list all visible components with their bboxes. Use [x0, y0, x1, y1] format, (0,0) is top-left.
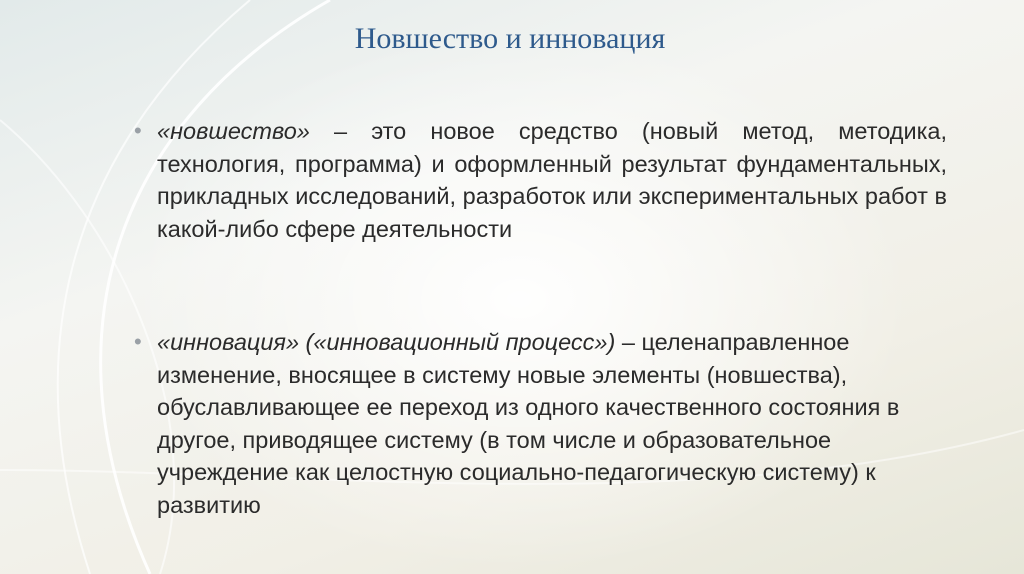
bullet-item-novelty	[134, 115, 947, 245]
bullet-dot-icon: •	[134, 118, 142, 143]
bullet-definition: – целенаправленное изменение, вносящее в систему новые элементы (новшества), обуславливающее ее переход из одного качественного состояния в другое, приводящее систему (в том числе и образовательное учреждение как целостную социально-педагогическую систему) к развитию	[157, 329, 900, 518]
bullet-dot-icon: •	[134, 329, 142, 354]
slide-title: Новшество и инновация	[354, 22, 666, 55]
bullet-term: «новшество»	[157, 118, 310, 144]
bullet-term: «инновация» («инновационный процесс»)	[157, 329, 616, 355]
bullet-definition: – это новое средство (новый метод, методика, технология, программа) и оформленный результат фундаментальных, прикладных исследований, разработок или экспериментальных работ в какой-либо сфере деятельности	[157, 118, 947, 242]
bullet-item-innovation	[134, 326, 947, 521]
